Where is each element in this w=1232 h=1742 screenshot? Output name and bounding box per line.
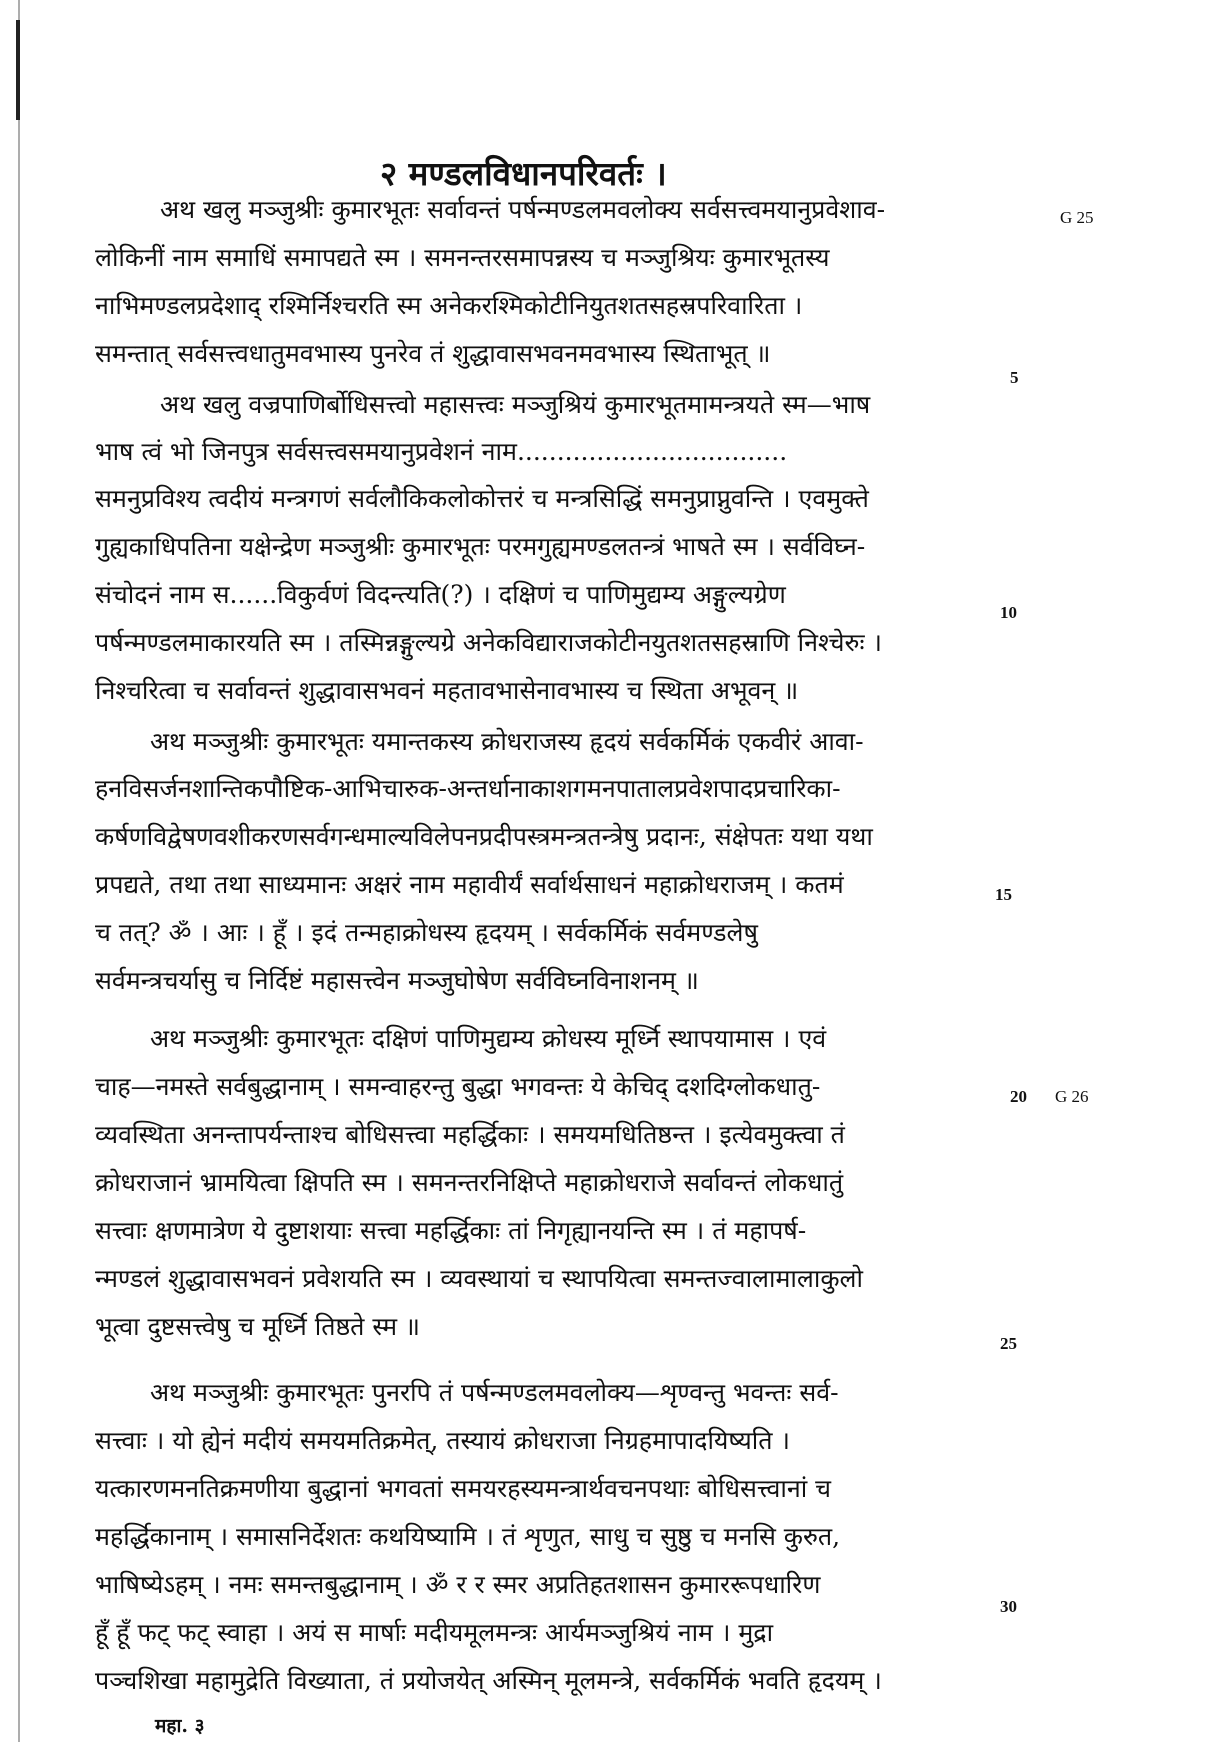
line-number-20: 20 bbox=[1010, 1087, 1027, 1106]
margin-ref-g26: G 26 bbox=[1055, 1087, 1089, 1106]
text-line-9: संचोदनं नाम स......विकुर्वणं विदन्त्यति(?) । दक्षिणं च पाणिमुद्यम्य अङ्गुल्यग्रेण bbox=[95, 580, 786, 609]
text-line-25: अथ मञ्जुश्रीः कुमारभूतः पुनरपि तं पर्षन्मण्डलमवलोक्य—शृण्वन्तु भवन्तः सर्व- bbox=[150, 1378, 839, 1407]
text-line-14: कर्षणविद्वेषणवशीकरणसर्वगन्धमाल्यविलेपनप्रदीपस्त्रमन्त्रतन्त्रेषु प्रदानः, संक्षेपतः यथा यथा bbox=[95, 822, 873, 851]
line-number-25: 25 bbox=[1000, 1334, 1017, 1353]
text-line-2: लोकिनीं नाम समाधिं समापद्यते स्म । समनन्तरसमापन्नस्य च मञ्जुश्रियः कुमारभूतस्य bbox=[95, 243, 830, 272]
text-line-16: च तत्? ॐ । आः । हूँ । इदं तन्महाक्रोधस्य हृदयम् । सर्वकर्मिकं सर्वमण्डलेषु bbox=[95, 918, 758, 947]
margin-rule bbox=[18, 0, 20, 1742]
line-number-15: 15 bbox=[995, 885, 1012, 904]
signature-mark: महा. ३ bbox=[155, 1715, 205, 1737]
text-line-20: व्यवस्थिता अनन्तापर्यन्ताश्च बोधिसत्त्वा महर्द्धिकाः । समयमधितिष्ठन्त । इत्येवमुक्त्वा तं bbox=[95, 1120, 845, 1149]
text-line-19: चाह—नमस्ते सर्वबुद्धानाम् । समन्वाहरन्तु बुद्धा भगवन्तः ये केचिद् दशदिग्लोकधातु- bbox=[95, 1072, 821, 1101]
text-line-29: भाषिष्येऽहम् । नमः समन्तबुद्धानाम् । ॐ र र स्मर अप्रतिहतशासन कुमाररूपधारिण bbox=[95, 1570, 821, 1599]
text-line-12: अथ मञ्जुश्रीः कुमारभूतः यमान्तकस्य क्रोधराजस्य हृदयं सर्वकर्मिकं एकवीरं आवा- bbox=[150, 727, 864, 756]
line-number-5: 5 bbox=[1010, 368, 1019, 387]
text-line-11: निश्चरित्वा च सर्वावन्तं शुद्धावासभवनं महतावभासेनावभास्य च स्थिता अभूवन् ॥ bbox=[95, 676, 799, 705]
text-line-18: अथ मञ्जुश्रीः कुमारभूतः दक्षिणं पाणिमुद्यम्य क्रोधस्य मूर्ध्नि स्थापयामास । एवं bbox=[150, 1024, 827, 1053]
text-line-28: महर्द्धिकानाम् । समासनिर्देशतः कथयिष्यामि । तं शृणुत, साधु च सुष्ठु च मनसि कुरुत, bbox=[95, 1522, 841, 1551]
text-line-31: पञ्चशिखा महामुद्रेति विख्याता, तं प्रयोजयेत् अस्मिन् मूलमन्त्रे, सर्वकर्मिकं भवति हृदयम् । bbox=[95, 1666, 882, 1695]
margin-ref-g25: G 25 bbox=[1060, 208, 1094, 227]
text-line-4: समन्तात् सर्वसत्त्वधातुमवभास्य पुनरेव तं शुद्धावासभवनमवभास्य स्थिताभूत् ॥ bbox=[95, 339, 771, 368]
text-line-13: हनविसर्जनशान्तिकपौष्टिक-आभिचारुक-अन्तर्धानाकाशगमनपातालप्रवेशपादप्रचारिका- bbox=[95, 774, 841, 803]
text-line-27: यत्कारणमनतिक्रमणीया बुद्धानां भगवतां समयरहस्यमन्त्रार्थवचनपथाः बोधिसत्त्वानां च bbox=[95, 1474, 832, 1503]
text-line-23: न्मण्डलं शुद्धावासभवनं प्रवेशयति स्म । व्यवस्थायां च स्थापयित्वा समन्तज्वालामालाकुलो bbox=[95, 1264, 863, 1293]
line-number-10: 10 bbox=[1000, 603, 1017, 622]
text-line-8: गुह्यकाधिपतिना यक्षेन्द्रेण मञ्जुश्रीः कुमारभूतः परमगुह्यमण्डलतन्त्रं भाषते स्म । सर्वविघ्न- bbox=[95, 532, 866, 561]
text-line-6: भाष त्वं भो जिनपुत्र सर्वसत्त्वसमयानुप्रवेशनं नाम.................................. bbox=[95, 437, 788, 466]
text-line-7: समनुप्रविश्य त्वदीयं मन्त्रगणं सर्वलौकिकलोकोत्तरं च मन्त्रसिद्धिं समनुप्राप्नुवन्ति । एवमुक्ते bbox=[95, 484, 869, 513]
text-line-26: सत्त्वाः । यो ह्येनं मदीयं समयमतिक्रमेत्, तस्यायं क्रोधराजा निग्रहमापादयिष्यति । bbox=[95, 1426, 790, 1455]
text-line-21: क्रोधराजानं भ्रामयित्वा क्षिपति स्म । समनन्तरनिक्षिप्ते महाक्रोधराजे सर्वावन्तं लोकधातुं bbox=[95, 1168, 844, 1197]
text-line-3: नाभिमण्डलप्रदेशाद् रश्मिर्निश्चरति स्म अनेकरश्मिकोटीनियुतशतसहस्रपरिवारिता । bbox=[95, 291, 803, 320]
chapter-title: २ मण्डलविधानपरिवर्तः । bbox=[380, 154, 667, 193]
margin-rule-mark bbox=[16, 20, 20, 120]
text-line-1: अथ खलु मञ्जुश्रीः कुमारभूतः सर्वावन्तं पर्षन्मण्डलमवलोक्य सर्वसत्त्वमयानुप्रवेशाव- bbox=[160, 195, 886, 224]
text-line-24: भूत्वा दुष्टसत्त्वेषु च मूर्ध्नि तिष्ठते स्म ॥ bbox=[95, 1312, 420, 1341]
text-line-5: अथ खलु वज्रपाणिर्बोधिसत्त्वो महासत्त्वः मञ्जुश्रियं कुमारभूतमामन्त्रयते स्म—भाष bbox=[160, 390, 871, 419]
text-line-17: सर्वमन्त्रचर्यासु च निर्दिष्टं महासत्त्वेन मञ्जुघोषेण सर्वविघ्नविनाशनम् ॥ bbox=[95, 966, 699, 995]
text-line-15: प्रपद्यते, तथा तथा साध्यमानः अक्षरं नाम महावीर्यं सर्वार्थसाधनं महाक्रोधराजम् । कतमं bbox=[95, 870, 844, 899]
line-number-30: 30 bbox=[1000, 1597, 1017, 1616]
text-line-10: पर्षन्मण्डलमाकारयति स्म । तस्मिन्नङ्गुल्यग्रे अनेकविद्याराजकोटीनयुतशतसहस्राणि निश्चेरुः । bbox=[95, 628, 882, 657]
text-line-22: सत्त्वाः क्षणमात्रेण ये दुष्टाशयाः सत्त्वा महर्द्धिकाः तां निगृह्यानयन्ति स्म । तं महापर्ष- bbox=[95, 1216, 807, 1245]
text-line-30: हूँ हूँ फट् फट् स्वाहा । अयं स मार्षाः मदीयमूलमन्त्रः आर्यमञ्जुश्रियं नाम । मुद्रा bbox=[95, 1618, 774, 1647]
